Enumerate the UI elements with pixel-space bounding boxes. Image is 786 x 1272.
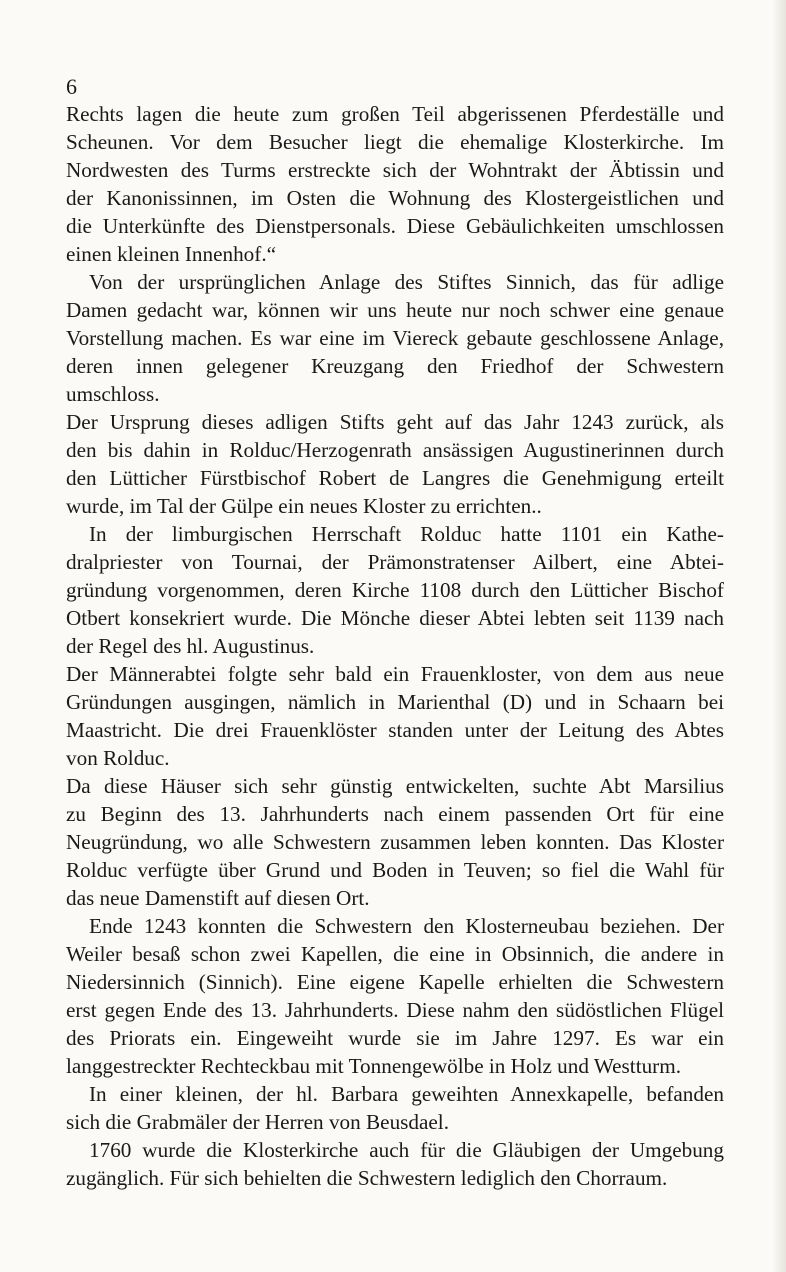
text-line: den bis dahin in Rolduc/Herzogenrath ansässigen Augustinerinnen durch <box>66 438 724 462</box>
text-line: das neue Damenstift auf diesen Ort. <box>66 886 370 910</box>
text-line: Neugründung, wo alle Schwestern zusammen leben konnten. Das Kloster <box>66 830 724 854</box>
text-line: der Regel des hl. Augustinus. <box>66 634 315 658</box>
text-line: Vorstellung machen. Es war eine im Viereck gebaute geschlossene Anlage, <box>66 326 724 350</box>
text-line: In einer kleinen, der hl. Barbara geweihten Annexkapelle, befanden <box>89 1082 724 1106</box>
text-line: zugänglich. Für sich behielten die Schwestern lediglich den Chorraum. <box>66 1166 668 1190</box>
text-line: 1760 wurde die Klosterkirche auch für die Gläubigen der Umgebung <box>89 1138 724 1162</box>
text-line: die Unterkünfte des Dienstpersonals. Diese Gebäulichkeiten umschlossen <box>66 214 724 238</box>
text-line: Maastricht. Die drei Frauenklöster standen unter der Leitung des Abtes <box>66 718 724 742</box>
text-line: umschloss. <box>66 382 160 406</box>
text-line: Scheunen. Vor dem Besucher liegt die ehemalige Klosterkirche. Im <box>66 130 724 154</box>
text-line: dralpriester von Tournai, der Prämonstratenser Ailbert, eine Abtei- <box>66 550 724 574</box>
text-line: Rolduc verfügte über Grund und Boden in Teuven; so fiel die Wahl für <box>66 858 724 882</box>
page-edge-shadow <box>772 0 786 1272</box>
text-line: Weiler besaß schon zwei Kapellen, die eine in Obsinnich, die andere in <box>66 942 724 966</box>
text-line: Der Ursprung dieses adligen Stifts geht auf das Jahr 1243 zurück, als <box>66 410 724 434</box>
text-line: gründung vorgenommen, deren Kirche 1108 durch den Lütticher Bischof <box>66 578 724 602</box>
text-line: Da diese Häuser sich sehr günstig entwickelten, suchte Abt Marsilius <box>66 774 724 798</box>
text-line: Von der ursprünglichen Anlage des Stiftes Sinnich, das für adlige <box>89 270 724 294</box>
text-line: Gründungen ausgingen, nämlich in Marienthal (D) und in Schaarn bei <box>66 690 724 714</box>
text-line: Rechts lagen die heute zum großen Teil abgerissenen Pferdeställe und <box>66 102 724 126</box>
text-line: Ende 1243 konnten die Schwestern den Klosterneubau beziehen. Der <box>89 914 724 938</box>
text-line: In der limburgischen Herrschaft Rolduc hatte 1101 ein Kathe- <box>89 522 724 546</box>
text-line: deren innen gelegener Kreuzgang den Friedhof der Schwestern <box>66 354 724 378</box>
text-line: von Rolduc. <box>66 746 170 770</box>
text-line: des Priorats ein. Eingeweiht wurde sie im Jahre 1297. Es war ein <box>66 1026 724 1050</box>
text-line: Niedersinnich (Sinnich). Eine eigene Kapelle erhielten die Schwestern <box>66 970 724 994</box>
text-line: sich die Grabmäler der Herren von Beusdael. <box>66 1110 449 1134</box>
text-line: Damen gedacht war, können wir uns heute nur noch schwer eine genaue <box>66 298 724 322</box>
text-line: wurde, im Tal der Gülpe ein neues Kloster zu errichten.. <box>66 494 542 518</box>
body-text <box>66 100 724 1192</box>
text-line: der Kanonissinnen, im Osten die Wohnung des Klostergeistlichen und <box>66 186 724 210</box>
text-line: zu Beginn des 13. Jahrhunderts nach einem passenden Ort für eine <box>66 802 724 826</box>
text-line: Der Männerabtei folgte sehr bald ein Frauenkloster, von dem aus neue <box>66 662 724 686</box>
text-line: langgestreckter Rechteckbau mit Tonnengewölbe in Holz und Westturm. <box>66 1054 682 1078</box>
text-line: erst gegen Ende des 13. Jahrhunderts. Diese nahm den südöstlichen Flügel <box>66 998 724 1022</box>
text-line: den Lütticher Fürstbischof Robert de Langres die Genehmigung erteilt <box>66 466 724 490</box>
text-line: Otbert konsekriert wurde. Die Mönche dieser Abtei lebten seit 1139 nach <box>66 606 724 630</box>
text-line: einen kleinen Innenhof.“ <box>66 242 277 266</box>
page-number: 6 <box>66 74 77 99</box>
text-line: Nordwesten des Turms erstreckte sich der Wohntrakt der Äbtissin und <box>66 158 724 182</box>
